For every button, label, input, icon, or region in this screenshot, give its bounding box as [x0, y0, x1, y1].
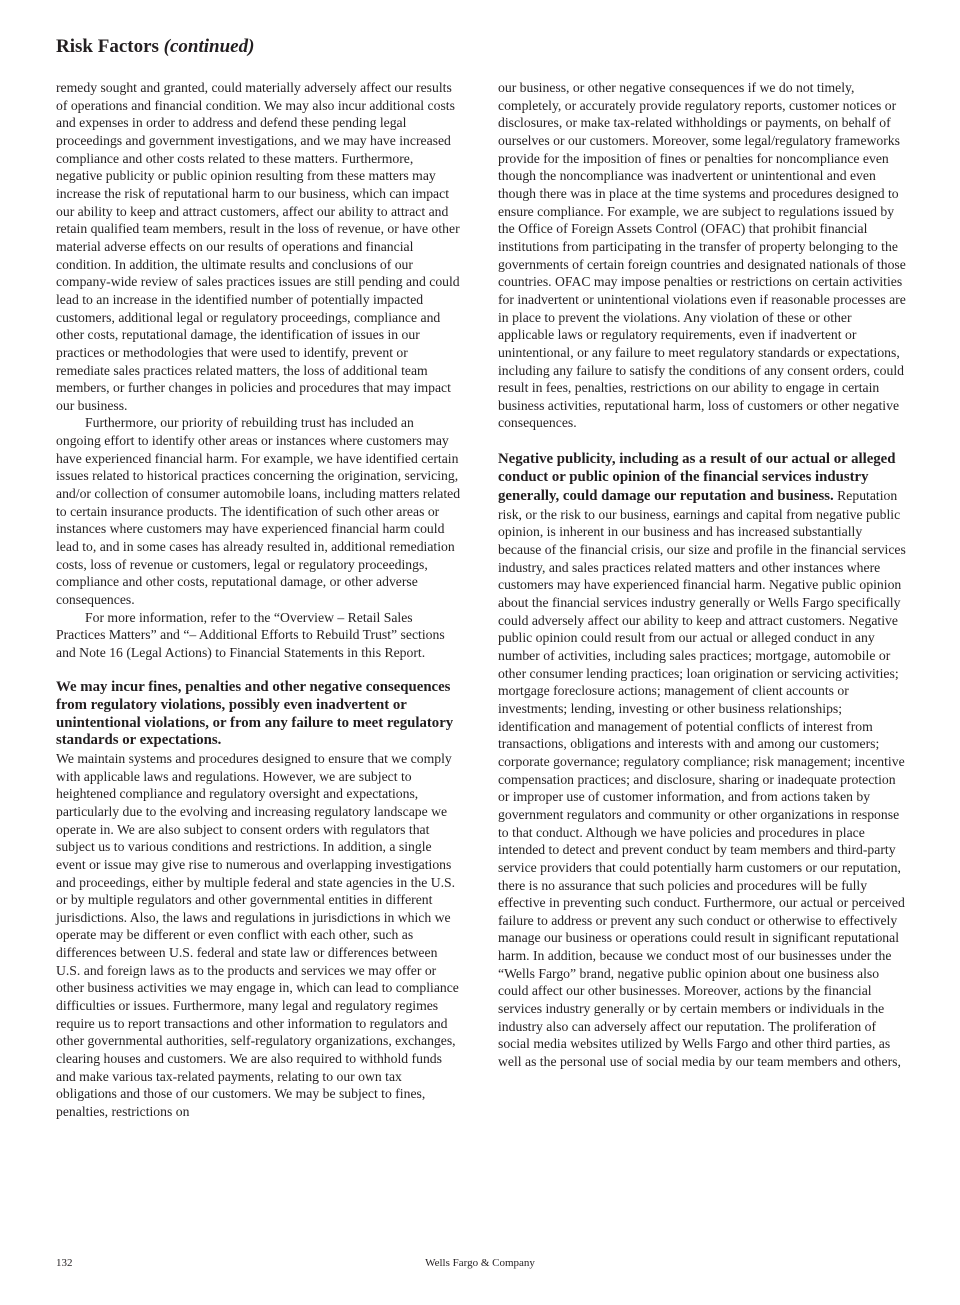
page-number: 132: [56, 1257, 73, 1269]
right-section-heading: Negative publicity, including as a result of our actual or alleged conduct or public opinion of the financial services industry generally, could damage our reputation and business.: [498, 450, 896, 505]
header-continued: (continued): [163, 36, 255, 57]
left-paragraph-4: We maintain systems and procedures designed to ensure that we comply with applicable laws and regulations. However, we are subject to heightened compliance and regulatory oversight and expectations, particularly due to the evolving and increasing regulatory landscape we operate in. We are also subject to consent orders with regulators that subject us to various conditions and restrictions. In addition, a single event or issue may give rise to numerous and overlapping investigations and proceedings, either by multiple federal and state agencies in the U.S. or by multiple regulators and other governmental entities in different jurisdictions. Also, the laws and regulations in jurisdictions in which we operate may be different or even conflict with each other, such as differences between U.S. federal and state law or differences between U.S. and foreign laws as to the products and services we may offer or other business activities we may engage in, which can lead to compliance difficulties or issues. Furthermore, many legal and regulatory regimes require us to report transactions and other information to regulators and other governmental authorities, self-regulatory organizations, exchanges, clearing houses and customers. We are also required to withhold funds and make various tax-related payments, relating to our own tax obligations and those of our customers. We may be subject to fines, penalties, restrictions on: [56, 750, 459, 1120]
right-column: [498, 79, 906, 1071]
left-section-heading: We may incur fines, penalties and other negative consequences from regulatory violations, possibly even inadvertent or unintentional violations, or from any failure to meet regulatory standards or expectations.: [56, 679, 454, 749]
page-header: [56, 36, 254, 58]
left-paragraph-2: Furthermore, our priority of rebuilding trust has included an ongoing effort to identify other areas or instances where customers may have experienced financial harm. For example, we have identified certain issues related to historical practices concerning the origination, servicing, and/or collection of consumer automobile loans, including matters related to certain insurance products. The identification of such other areas or instances where customers may have experienced financial harm could lead to, and in some cases has already resulted in, additional remediation costs, loss of revenue or customers, legal or regulatory proceedings, compliance and other costs, reputational damage, or other adverse consequences.: [56, 415, 461, 608]
right-paragraph-2: Reputation risk, or the risk to our business, earnings and capital from negative public opinion, is inherent in our business and has increased substantially because of the financial crisis, our size and profile in the financial services industry, and sales practices related matters and other instances where customers may have experienced financial harm. Negative public opinion about the financial services industry generally or Wells Fargo specifically could adversely affect our ability to keep and attract customers. Negative public opinion could result from our actual or alleged conduct in any number of activities, including sales practices; mortgage, automobile or other consumer lending practices; loan origination or servicing activities; mortgage foreclosure actions; management of client accounts or investments; lending, investing or other business relationships; identification and management of potential conflicts of interest from transactions, obligations and interests with and among our customers; corporate governance; regulatory compliance; risk management; incentive compensation practices; and disclosure, sharing or inadequate protection or improper use of customer information, and from actions taken by government regulators and community or other organizations in response to that conduct. Although we have policies and procedures in place intended to detect and prevent conduct by team members and third-party service providers that could potentially harm customers or our reputation, there is no assurance that such policies and procedures will be fully effective in preventing such conduct. Furthermore, our actual or perceived failure to address or prevent any such conduct or otherwise to effectively manage our business or operations could result in significant reputational harm. In addition, because we conduct most of our businesses under the “Wells Fargo” brand, negative public opinion about one business also could affect our other businesses. Moreover, actions by the financial services industry generally or by certain members or individuals in the industry also can adversely affect our reputation. The proliferation of social media websites utilized by Wells Fargo and other third parties, as well as the personal use of social media by our team members and others,: [498, 488, 906, 1070]
left-paragraph-3: For more information, refer to the “Overview – Retail Sales Practices Matters” and “– Additional Efforts to Rebuild Trust” sections and Note 16 (Legal Actions) to Financial Statements in this Report.: [56, 609, 445, 660]
right-paragraph-1: our business, or other negative consequences if we do not timely, completely, or accurately provide regulatory reports, customer notices or disclosures, or make tax-related withholdings or payments, on behalf of ourselves or our customers. Moreover, some legal/regulatory frameworks provide for the imposition of fines or penalties for noncompliance even though the noncompliance was inadvertent or unintentional and even though there was in place at the time systems and procedures designed to ensure compliance. For example, we are subject to regulations issued by the Office of Foreign Assets Control (OFAC) that prohibit financial institutions from participating in the transfer of property belonging to the governments of certain foreign countries and designated nationals of those countries. OFAC may impose penalties or restrictions on certain activities for inadvertent or unintentional violations even if reasonable processes are in place to prevent the violations. Any violation of these or other applicable laws or regulatory requirements, even if inadvertent or unintentional, or any failure to meet regulatory standards or expectations, including any failure to satisfy the conditions of any consent orders, could result in fees, penalties, restrictions on our ability to engage in certain business activities, reputational harm, loss of customers or other negative consequences.: [498, 80, 906, 431]
left-column: [56, 79, 461, 1121]
header-title: Risk Factors: [56, 36, 159, 57]
footer-company: Wells Fargo & Company: [425, 1257, 535, 1269]
left-paragraph-1: remedy sought and granted, could materially adversely affect our results of operations and financial condition. We may also incur additional costs and expenses in order to address and defend these pending legal proceedings and government investigations, and we may have increased compliance and other costs related to these matters. Furthermore, negative publicity or public opinion resulting from these matters may increase the risk of reputational harm to our business, which can impact our ability to keep and attract customers, affect our ability to attract and retain qualified team members, result in the loss of revenue, or have other material adverse effects on our results of operations and financial condition. In addition, the ultimate results and conclusions of our company-wide review of sales practices issues are still pending and could lead to an increase in the identified number of potentially impacted customers, additional legal or regulatory proceedings, compliance and other costs, reputational damage, the identification of issues in our practices or methodologies that were used to identify, prevent or remediate sales practices related matters, the loss of additional team members, or further changes in policies and procedures that may impact our business.: [56, 80, 460, 413]
right-section-block: [498, 450, 906, 1071]
